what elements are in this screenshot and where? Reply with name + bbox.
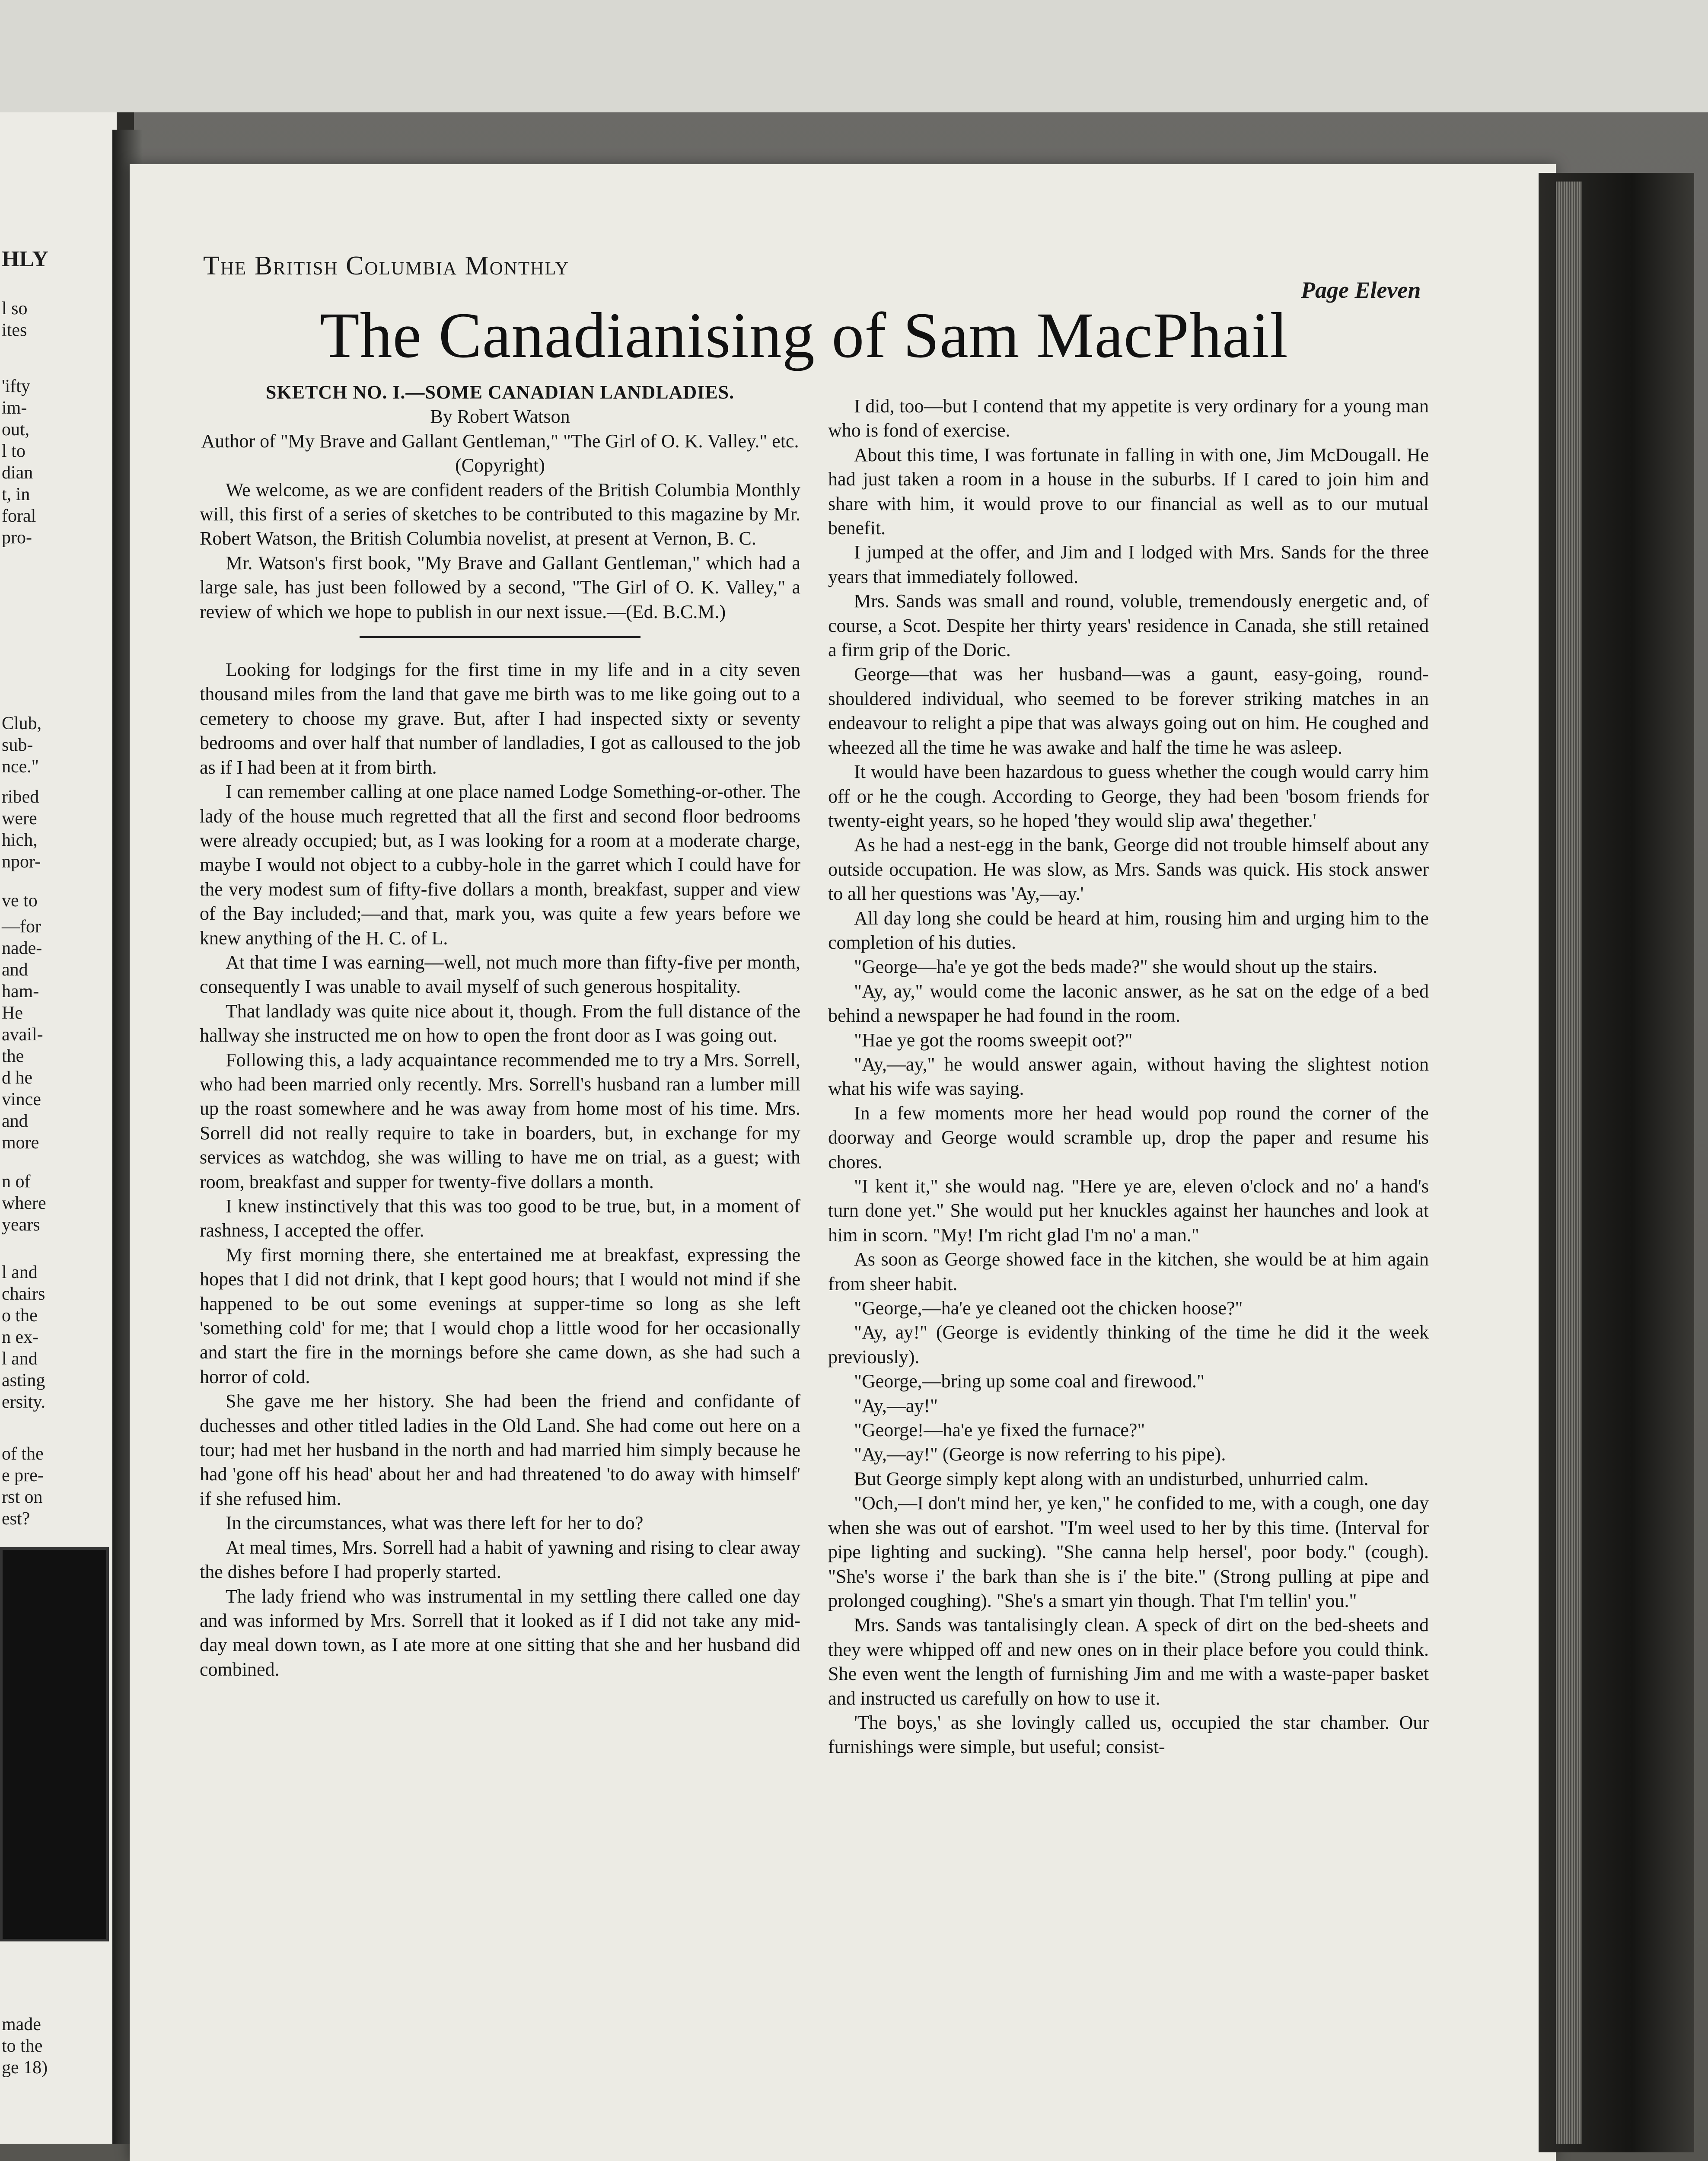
left-page-text-fragment: n of — [2, 1172, 31, 1192]
body-paragraph: "Ay,—ay," he would answer again, without having the slightest notion what his wife was saying. — [828, 1053, 1429, 1100]
left-page-text-fragment: to the — [2, 2036, 43, 2056]
left-page-text-fragment: years — [2, 1215, 40, 1235]
copyright-line: (Copyright) — [455, 455, 545, 476]
left-page-text-fragment: the — [2, 1046, 24, 1066]
intro-paragraph: Mr. Watson's first book, "My Brave and Gallant Gentleman," which had a large sale, has just been followed by a second, "The Girl of O. K. Valley," a review of which we hope to publish in our next issue.—(Ed. B.C.M.) — [200, 552, 800, 622]
left-page-text-fragment: asting — [2, 1371, 45, 1390]
left-page-text-fragment: out, — [2, 420, 30, 440]
left-page-text-fragment: rst on — [2, 1487, 43, 1507]
body-paragraph: As he had a nest-egg in the bank, George did not trouble himself about any outside occupation. He was slow, as Mrs. Sands was quick. His stock answer to all her questions was 'Ay,—ay.' — [828, 834, 1429, 905]
body-paragraph: "Och,—I don't mind her, ye ken," he confided to me, with a cough, one day when she was out of earshot. "I'm weel used to her by this time. (Interval for pipe lighting and sucking). "She canna help hersel', poor body." (cough). "She's worse i' the bark than she is i' the bite." (Strong pulling at pipe and prolonged coughing). "She's a smart yin though. That I'm tellin' you." — [828, 1492, 1429, 1611]
left-page-text-fragment: and — [2, 1111, 28, 1131]
sketch-heading: SKETCH NO. I.—SOME CANADIAN LANDLADIES. — [265, 382, 735, 403]
left-page-text-fragment: more — [2, 1133, 39, 1153]
intro-paragraph: We welcome, as we are confident readers of the British Columbia Monthly will, this first of a series of sketches to be contributed to this magazine by Mr. Robert Watson, the British Columbia novelist, at present at Vernon, B. C. — [200, 479, 800, 549]
body-paragraph: 'The boys,' as she lovingly called us, occupied the star chamber. Our furnishings were simple, but useful; consist- — [828, 1712, 1429, 1758]
magazine-masthead: The British Columbia Monthly — [203, 251, 570, 280]
body-paragraph: Mrs. Sands was small and round, voluble, tremendously energetic and, of course, a Scot. Despite her thirty years' residence in Canada, she still retained a firm grip of the Doric. — [828, 590, 1429, 661]
body-paragraph: At meal times, Mrs. Sorrell had a habit of yawning and rising to clear away the dishes before I had properly started. — [200, 1536, 800, 1583]
left-page-text-fragment: HLY — [2, 247, 48, 271]
left-page-text-fragment: ites — [2, 320, 27, 340]
left-page-text-fragment: nce." — [2, 757, 39, 777]
table-surface — [0, 0, 1708, 112]
right-column — [828, 394, 1429, 1759]
left-page-text-fragment: sub- — [2, 735, 33, 755]
left-page-text-fragment: l and — [2, 1349, 38, 1369]
left-page-text-fragment: avail- — [2, 1025, 43, 1045]
body-paragraph: It would have been hazardous to guess whether the cough would carry him off or he the cough. According to George, they had been 'bosom friends for twenty-eight years, so he hoped 'they would slip awa' thegether.' — [828, 761, 1429, 831]
left-page-text-fragment: nade- — [2, 938, 42, 958]
page-edges — [1556, 182, 1582, 2144]
author-line: Author of "My Brave and Gallant Gentleman," "The Girl of O. K. Valley." etc. — [201, 430, 799, 452]
body-paragraph: That landlady was quite nice about it, though. From the full distance of the hallway she instructed me on how to open the front door as I was going out. — [200, 1000, 800, 1046]
left-page-text-fragment: hich, — [2, 830, 38, 850]
left-column-body — [200, 658, 800, 1682]
section-divider — [360, 636, 640, 638]
left-page-text-fragment: 'ifty — [2, 376, 30, 396]
body-paragraph: About this time, I was fortunate in falling in with one, Jim McDougall. He had just taken a room in a house in the suburbs. If I cared to join him and share with him, it would prove to our financial as well as to our mutual benefit. — [828, 444, 1429, 539]
body-paragraph: She gave me her history. She had been the friend and confidante of duchesses and other titled ladies in the Old Land. She had come out here on a tour; had met her husband in the north and had married him simply because he had 'gone off his head' about her and had threatened 'to do away with himself' if she refused him. — [200, 1390, 800, 1509]
body-paragraph: "I kent it," she would nag. "Here ye are, eleven o'clock and no' a hand's turn done yet." She would put her knuckles against her haunches and look at him in scorn. "My! I'm richt glad I'm no' a man." — [828, 1176, 1429, 1246]
left-page-text-fragment: im- — [2, 398, 27, 418]
body-paragraph: In the circumstances, what was there left for her to do? — [226, 1512, 644, 1534]
body-paragraph: "George,—bring up some coal and firewood." — [854, 1371, 1205, 1392]
article-title: The Canadianising of Sam MacPhail — [320, 300, 1288, 371]
left-page-text-fragment: vince — [2, 1090, 41, 1109]
left-page-text-fragment: est? — [2, 1509, 30, 1529]
left-page-text-fragment: chairs — [2, 1284, 45, 1304]
body-paragraph: All day long she could be heard at him, rousing him and urging him to the completion of his duties. — [828, 907, 1429, 953]
left-page-text-fragment: ersity. — [2, 1392, 46, 1412]
body-paragraph: George—that was her husband—was a gaunt, easy-going, round-shouldered individual, who seemed to be forever striking matches in an endeavour to relight a pipe that was always going out on him. He coughed and wheezed all the time he was awake and half the time he was asleep. — [828, 663, 1429, 758]
left-page-text-fragment: ribed — [2, 787, 39, 807]
body-paragraph: I did, too—but I contend that my appetite is very ordinary for a young man who is fond of exercise. — [828, 395, 1429, 441]
left-page-text-fragment: Club, — [2, 714, 42, 733]
left-page-text-fragment: pro- — [2, 528, 32, 548]
body-paragraph: "Hae ye got the rooms sweepit oot?" — [854, 1029, 1133, 1051]
body-paragraph: I knew instinctively that this was too good to be true, but, in a moment of rashness, I accepted the offer. — [200, 1195, 800, 1241]
left-page-text-fragment: foral — [2, 506, 36, 526]
left-page-text-fragment: n ex- — [2, 1327, 39, 1347]
left-page-text-fragment: ham- — [2, 982, 39, 1001]
left-page-text-fragment: where — [2, 1193, 46, 1213]
left-page-text-fragment: o the — [2, 1306, 38, 1326]
body-paragraph: Following this, a lady acquaintance recommended me to try a Mrs. Sorrell, who had been married only recently. Mrs. Sorrell's husband ran a lumber mill up the roast somewhere and he was away from home most of his time. Mrs. Sorrell did not really require to take in boarders, but, in exchange for my services as watchdog, she was willing to have me on trial, as a guest; with room, breakfast and supper for twenty-five dollars a month. — [200, 1049, 800, 1192]
body-paragraph: "Ay, ay," would come the laconic answer, as he sat on the edge of a bed behind a newspaper he had found in the room. — [828, 980, 1429, 1026]
left-page-text-fragment: d he — [2, 1068, 33, 1088]
left-page-text-fragment: npor- — [2, 852, 41, 872]
left-page-photo — [0, 1547, 109, 1941]
body-paragraph: "George!—ha'e ye fixed the furnace?" — [854, 1419, 1145, 1441]
left-column — [200, 380, 800, 1682]
body-paragraph: Looking for lodgings for the first time in my life and in a city seven thousand miles from the land that gave me birth was to me like going out to a cemetery to choose my grave. But, after I had inspected sixty or seventy bedrooms and over half that number of landladies, I got as calloused to the job as if I had been at it from birth. — [200, 659, 800, 778]
left-page-text-fragment: and — [2, 960, 28, 980]
body-paragraph: "George,—ha'e ye cleaned oot the chicken hoose?" — [854, 1297, 1243, 1319]
left-page-text-fragment: l and — [2, 1262, 38, 1282]
body-paragraph: At that time I was earning—well, not much more than fifty-five per month, consequently I was unable to avail myself of such generous hospitality. — [200, 951, 800, 998]
left-page-text-fragment: He — [2, 1003, 23, 1023]
left-page-text-fragment: were — [2, 809, 37, 829]
left-page-text-fragment: ve to — [2, 891, 38, 911]
page-number: Page Eleven — [1301, 277, 1421, 303]
body-paragraph: Mrs. Sands was tantalisingly clean. A speck of dirt on the bed-sheets and they were whipped off and new ones on in their place before you could think. She even went the length of furnishing Jim and me with a waste-paper basket and instructed us carefully on how to use it. — [828, 1614, 1429, 1709]
right-column-body — [828, 394, 1429, 1759]
left-page-text-fragment: l to — [2, 441, 25, 461]
body-paragraph: In a few moments more her head would pop round the corner of the doorway and George would scramble up, drop the paper and resume his chores. — [828, 1102, 1429, 1173]
body-paragraph: "Ay,—ay!" (George is now referring to his pipe). — [854, 1444, 1226, 1465]
body-paragraph: But George simply kept along with an undisturbed, unhurried calm. — [854, 1468, 1369, 1489]
body-paragraph: I can remember calling at one place named Lodge Something-or-other. The lady of the house much regretted that all the first and second floor bedrooms were already occupied; but, as I was looking for a room at a moderate charge, maybe I would not object to a cubby-hole in the garret which I could have for the very modest sum of fifty-five dollars a month, breakfast, supper and view of the Bay included;—and that, mark you, was quite a few years before we knew anything of the H. C. of L. — [200, 781, 800, 949]
body-paragraph: "George—ha'e ye got the beds made?" she would shout up the stairs. — [854, 956, 1378, 978]
body-paragraph: As soon as George showed face in the kitchen, she would be at him again from sheer habit. — [828, 1249, 1429, 1294]
left-page-text-fragment: of the — [2, 1444, 44, 1464]
body-paragraph: The lady friend who was instrumental in my settling there called one day and was informed by Mrs. Sorrell that it looked as if I did not take any mid-day meal down town, as I ate more at one sitting that she and her husband did combined. — [200, 1585, 800, 1680]
body-paragraph: "Ay, ay!" (George is evidently thinking of the time he did it the week previously). — [828, 1322, 1429, 1367]
left-page-text-fragment: dian — [2, 463, 33, 483]
byline: By Robert Watson — [430, 406, 570, 427]
left-page-text-fragment: made — [2, 2014, 41, 2034]
left-page-text-fragment: t, in — [2, 484, 30, 504]
left-page-text-fragment: —for — [2, 917, 41, 937]
left-page-text-fragment: ge 18) — [2, 2058, 48, 2078]
body-paragraph: I jumped at the offer, and Jim and I lodged with Mrs. Sands for the three years that immediately followed. — [828, 542, 1429, 587]
body-paragraph: "Ay,—ay!" — [854, 1395, 938, 1416]
left-page-text-fragment: l so — [2, 299, 28, 319]
body-paragraph: My first morning there, she entertained me at breakfast, expressing the hopes that I did not drink, that I kept good hours; that I would not mind if she happened to be out some evenings at supper-time so long as she left 'something cold' for me; that I would chop a little wood for her occasionally and start the fire in the mornings before she came down, as she had such a horror of cold. — [200, 1244, 800, 1387]
left-page-text-fragment: e pre- — [2, 1466, 44, 1485]
